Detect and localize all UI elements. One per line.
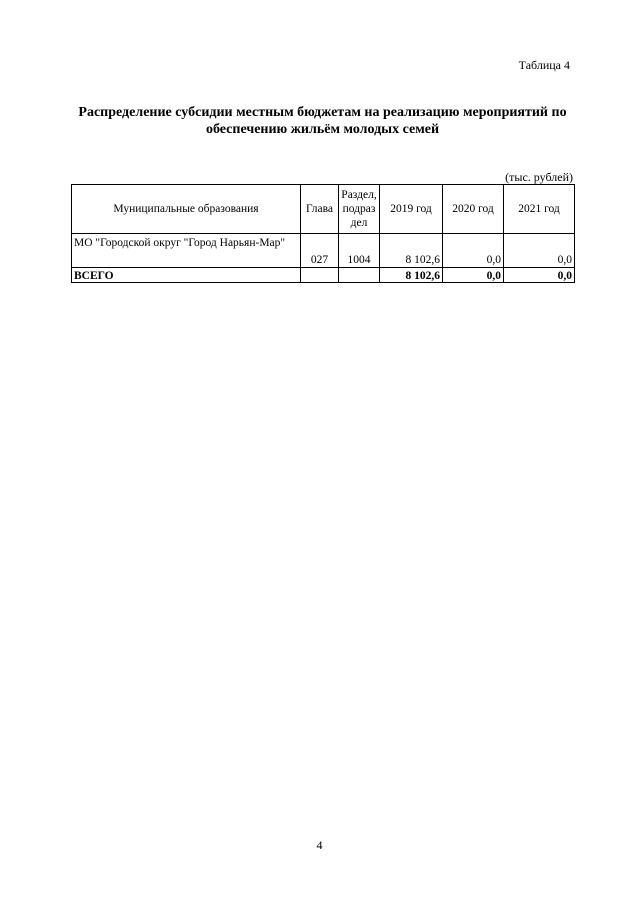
header-razdel: Раздел, подраз дел: [339, 185, 380, 234]
header-year-2021: 2021 год: [504, 185, 575, 234]
total-year-2019: 8 102,6: [380, 268, 443, 283]
document-title: Распределение субсидии местным бюджетам на реализацию мероприятий по обеспечению жильём молодых семей: [78, 105, 567, 137]
cell-year-2020: 0,0: [443, 234, 504, 268]
cell-municipality: МО "Городской округ "Город Нарьян-Мар": [72, 234, 301, 268]
header-municipality: Муниципальные образования: [72, 185, 301, 234]
header-glava: Глава: [301, 185, 339, 234]
total-label: ВСЕГО: [72, 268, 301, 283]
cell-year-2021: 0,0: [504, 234, 575, 268]
total-razdel-empty: [339, 268, 380, 283]
header-year-2020: 2020 год: [443, 185, 504, 234]
units-label: (тыс. рублей): [505, 170, 573, 184]
header-year-2019: 2019 год: [380, 185, 443, 234]
cell-razdel: 1004: [339, 234, 380, 268]
total-year-2020: 0,0: [443, 268, 504, 283]
page-number: 4: [316, 838, 323, 852]
table-row: [72, 234, 575, 268]
total-glava-empty: [301, 268, 339, 283]
table-header-row: [72, 185, 575, 234]
table-total-row: [72, 268, 575, 283]
cell-year-2019: 8 102,6: [380, 234, 443, 268]
total-year-2021: 0,0: [504, 268, 575, 283]
table-label: Таблица 4: [518, 58, 570, 72]
subsidy-table: [71, 184, 575, 283]
cell-glava: 027: [301, 234, 339, 268]
